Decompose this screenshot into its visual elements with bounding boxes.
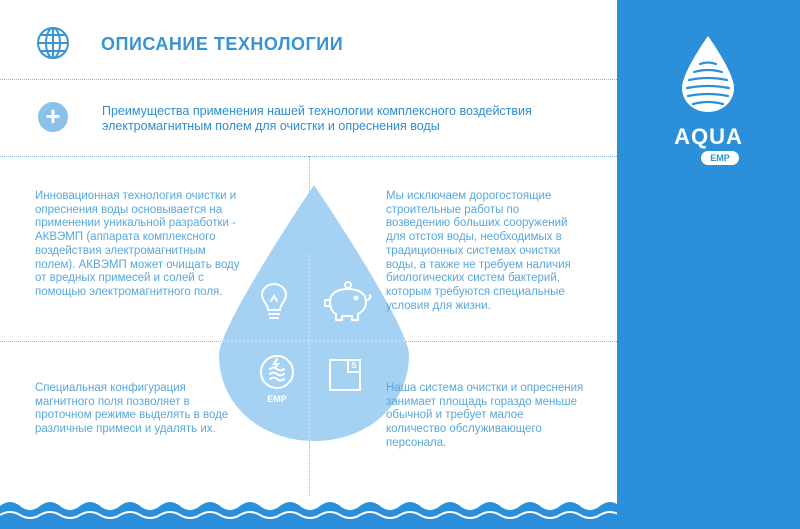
globe-icon	[36, 26, 70, 60]
lightbulb-icon	[259, 281, 289, 323]
piggy-bank-icon	[322, 281, 374, 323]
emp-device-icon	[258, 353, 296, 407]
paragraph-magnetic-field: Специальная конфигурация магнитного поля позволяет в проточном режиме выделять в воде различные примеси и удалять их.	[35, 382, 229, 436]
brand-name: AQUA	[674, 124, 743, 149]
page-title: ОПИСАНИЕ ТЕХНОЛОГИИ	[101, 34, 344, 54]
brand-sub-badge: EMP	[701, 151, 739, 165]
paragraph-area: Наша система очистки и опреснения занимает площадь гораздо меньше обычной и требует малое количество обслуживающего персонала.	[386, 382, 584, 449]
plus-icon: +	[38, 102, 68, 132]
bottom-waves	[0, 496, 617, 529]
divider-top	[0, 79, 617, 80]
area-square-icon	[329, 359, 361, 391]
area-square-label: S	[347, 361, 359, 373]
intro-text: Преимущества применения нашей технологии комплексного воздействия электромагнитным полем для очистки и опреснения воды	[102, 104, 532, 133]
emp-device-label: EMP	[267, 394, 287, 404]
water-drop-logo	[678, 34, 738, 114]
center-water-drop	[219, 185, 409, 441]
paragraph-technology: Инновационная технология очистки и опреснения воды основывается на применении уникальной разработки - АКВЭМП (аппарата комплексного воздействия электромагнитным полем). АКВЭМП может очищать воду от вредных примесей и солей с помощью электромагнитного поля.	[35, 190, 240, 298]
paragraph-savings: Мы исключаем дорогостоящие строительные работы по возведению больших сооружений для отстоя воды, необходимых в традиционных системах очистки воды, а также не требуем наличия биологических систем бактерий, которым требуются специальные условия для жизни.	[386, 190, 571, 312]
